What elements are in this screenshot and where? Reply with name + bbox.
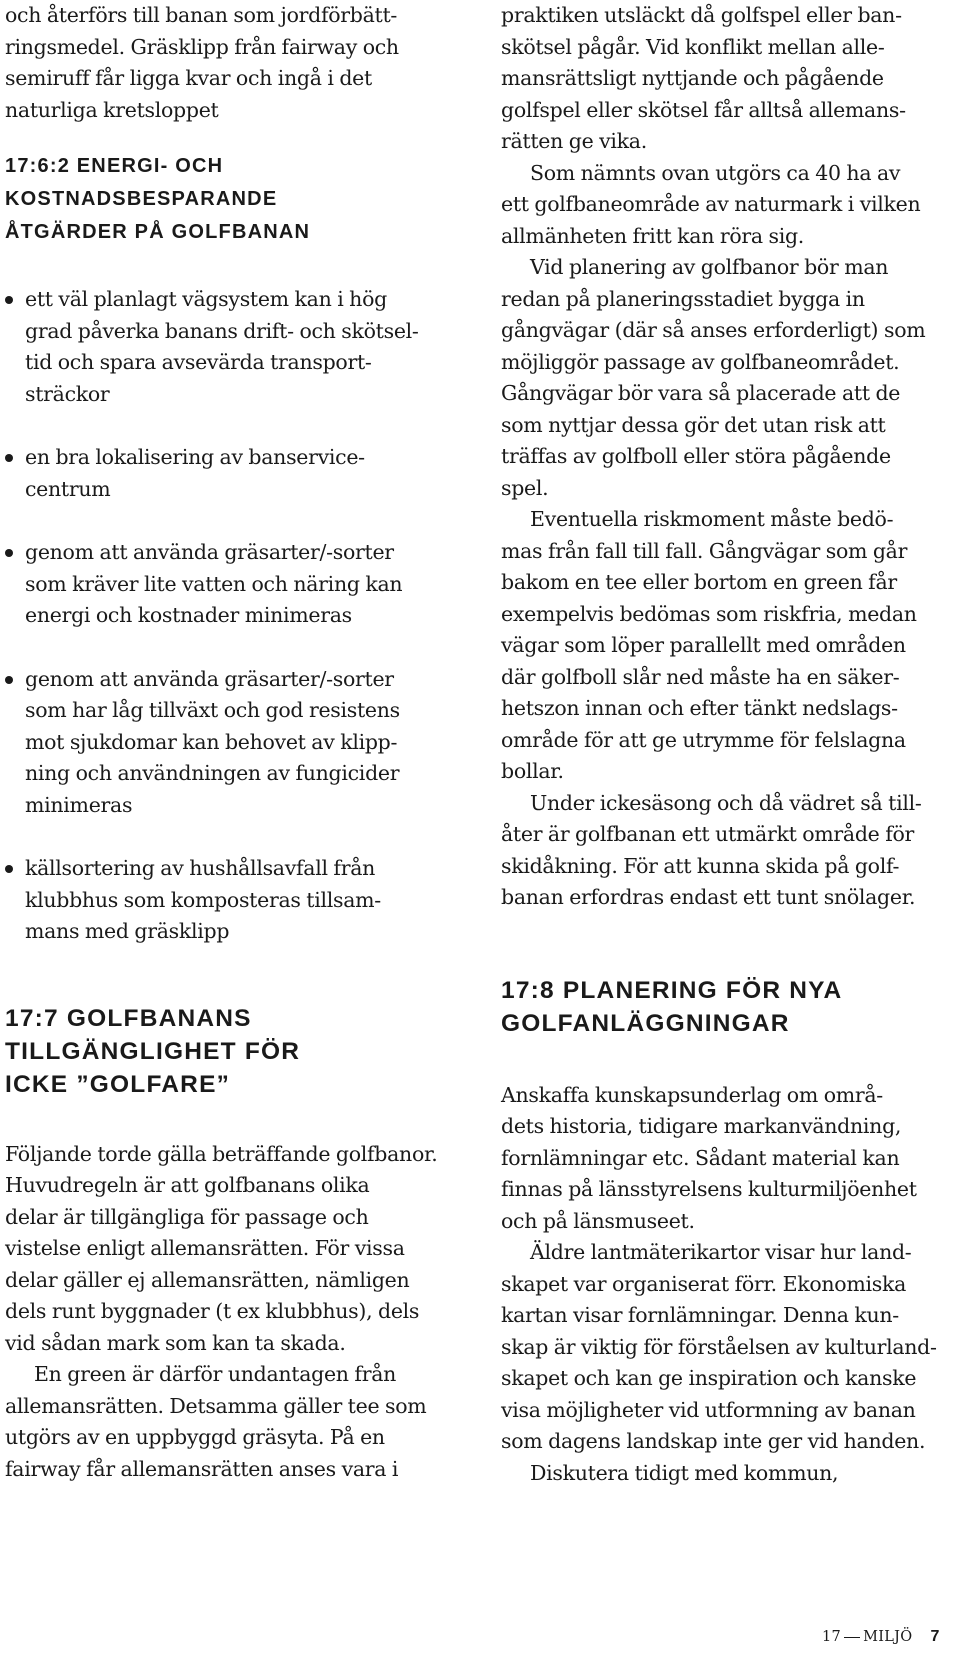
bullet-item — [5, 442, 443, 505]
text-line: dels runt byggnader (t ex klubbhus), dels — [5, 1299, 420, 1323]
text-line: grad påverka banans drift- och skötsel- — [25, 318, 419, 343]
text-line: område för att ge utrymme för felslagna — [501, 727, 906, 752]
text-line: gångvägar (där så anses erforderligt) som — [501, 318, 926, 342]
heading-line: 17:6:2 ENERGI- OCH — [5, 155, 224, 177]
text-line: tid och spara avsevärda transport- — [25, 350, 372, 374]
text-line: där golfboll slår ned måste ha en säker- — [501, 664, 900, 689]
text-line: rätten ge vika. — [501, 129, 647, 153]
bullet-item — [5, 664, 443, 822]
text-line: semiruff får ligga kvar och ingå i det — [5, 66, 372, 90]
text-line: mansrättsligt nyttjande och pågående — [501, 66, 884, 90]
text-line: skapet var organiserat förr. Ekonomiska — [501, 1271, 907, 1296]
bullet-icon — [5, 865, 13, 873]
text-line: banan erfordras endast ett tunt snölager. — [501, 885, 916, 909]
text-line: Följande torde gälla beträffande golfbanor. — [5, 1141, 438, 1166]
footer-dash — [844, 1637, 860, 1638]
text-line: vistelse enligt allemansrätten. För vissa — [5, 1236, 405, 1260]
text-line: energi och kostnader minimeras — [25, 603, 352, 627]
paragraph — [501, 0, 943, 158]
text-line: redan på planeringsstadiet bygga in — [501, 286, 865, 311]
bullet-item — [5, 284, 443, 410]
text-line: exempelvis bedömas som riskfria, medan — [501, 601, 917, 626]
text-line: mans med gräsklipp — [25, 919, 230, 943]
text-line: spel. — [501, 475, 549, 500]
heading-line: ICKE ”GOLFARE” — [5, 1070, 231, 1098]
text-line: Gångvägar bör vara så placerade att de — [501, 381, 901, 405]
text-line: bakom en tee eller bortom en green får — [501, 570, 897, 594]
paragraph — [501, 158, 943, 253]
heading-line: KOSTNADSBESPARANDE — [5, 188, 278, 210]
left-column — [5, 0, 443, 1485]
text-line: golfspel eller skötsel får alltså allemans- — [501, 97, 906, 122]
text-line: träffas av golfboll eller störa pågående — [501, 444, 891, 468]
text-line: minimeras — [25, 792, 133, 817]
text-line: skap är viktig för förståelsen av kulturland- — [501, 1334, 937, 1359]
heading-line: 17:7 GOLFBANANS — [5, 1004, 252, 1032]
text-line: ett väl planlagt vägsystem kan i hög — [25, 287, 387, 311]
text-line: Diskutera tidigt med kommun, — [530, 1460, 839, 1485]
paragraph — [501, 1237, 943, 1458]
text-line: Huvudregeln är att golfbanans olika — [5, 1173, 370, 1197]
text-line: skötsel pågår. Vid konflikt mellan alle- — [501, 34, 885, 59]
text-line: genom att använda gräsarter/-sorter — [25, 540, 394, 564]
bullet-icon — [5, 676, 13, 684]
text-line: och på länsmuseet. — [501, 1208, 695, 1233]
heading-17-6-2 — [5, 150, 443, 249]
paragraph — [501, 504, 943, 788]
text-line: och återförs till banan som jordförbätt- — [5, 3, 398, 27]
text-line: bollar. — [501, 759, 564, 783]
text-line: delar gäller ej allemansrätten, nämligen — [5, 1267, 410, 1292]
text-line: finnas på länsstyrelsens kulturmiljöenhet — [501, 1177, 917, 1201]
text-line: skidåkning. För att kunna skida på golf- — [501, 853, 900, 878]
footer-chapter: 17 — [822, 1629, 842, 1645]
text-line: åter är golfbanan ett utmärkt område för — [501, 822, 915, 846]
heading-line: 17:8 PLANERING FÖR NYA — [501, 976, 843, 1004]
text-line: centrum — [25, 476, 111, 501]
text-line: genom att använda gräsarter/-sorter — [25, 666, 394, 691]
bullet-list — [5, 284, 443, 948]
text-line: som dagens landskap inte ger vid handen. — [501, 1429, 926, 1453]
heading-17-8 — [501, 974, 943, 1040]
text-line: vid sådan mark som kan ta skada. — [5, 1330, 346, 1355]
paragraph — [501, 788, 943, 914]
bullet-icon — [5, 296, 13, 304]
text-line: dets historia, tidigare markanvändning, — [501, 1114, 902, 1138]
text-line: mot sjukdomar kan behovet av klipp- — [25, 729, 398, 754]
text-line: skapet och kan ge inspiration och kanske — [501, 1366, 917, 1390]
text-line: vägar som löper parallellt med områden — [501, 633, 906, 657]
page-footer — [822, 1626, 940, 1648]
text-line: ning och användningen av fungicider — [25, 761, 400, 785]
bullet-icon — [5, 549, 13, 557]
text-line: En green är därför undantagen från — [34, 1362, 397, 1386]
bullet-item — [5, 853, 443, 948]
text-line: naturliga kretsloppet — [5, 97, 219, 122]
paragraph — [5, 1359, 443, 1485]
text-line: delar är tillgängliga för passage och — [5, 1204, 369, 1229]
bullet-item — [5, 537, 443, 632]
paragraph — [501, 1080, 943, 1238]
heading-line: ÅTGÄRDER PÅ GOLFBANAN — [5, 221, 311, 243]
text-line: kartan visar fornlämningar. Denna kun- — [501, 1303, 899, 1327]
text-line: källsortering av hushållsavfall från — [25, 856, 376, 880]
text-line: Vid planering av golfbanor bör man — [530, 255, 889, 279]
text-line: utgörs av en uppbyggd gräsyta. På en — [5, 1425, 385, 1449]
text-line: Anskaffa kunskapsunderlag om områ- — [501, 1082, 883, 1107]
text-line: ringsmedel. Gräsklipp från fairway och — [5, 34, 399, 59]
text-line: som kräver lite vatten och näring kan — [25, 571, 403, 596]
right-column — [501, 0, 943, 1489]
heading-line: TILLGÄNGLIGHET FÖR — [5, 1037, 301, 1065]
heading-line: GOLFANLÄGGNINGAR — [501, 1009, 790, 1037]
paragraph — [501, 252, 943, 504]
text-line: praktiken utsläckt då golfspel eller ban- — [501, 3, 902, 27]
text-line: Under ickesäsong och då vädret så till- — [530, 790, 922, 815]
text-line: fornlämningar etc. Sådant material kan — [501, 1145, 900, 1170]
text-line: som nyttjar dessa gör det utan risk att — [501, 412, 886, 437]
text-line: som har låg tillväxt och god resistens — [25, 698, 400, 722]
text-line: sträckor — [25, 381, 110, 406]
footer-section: MILJÖ — [863, 1629, 913, 1645]
text-line: allemansrätten. Detsamma gäller tee som — [5, 1393, 427, 1418]
heading-17-7 — [5, 1002, 443, 1101]
text-line: ett golfbaneområde av naturmark i vilken — [501, 192, 921, 216]
text-line: allmänheten fritt kan röra sig. — [501, 223, 805, 248]
text-line: hetszon innan och efter tänkt nedslags- — [501, 696, 898, 720]
intro-paragraph — [5, 0, 443, 126]
text-line: en bra lokalisering av banservice- — [25, 445, 365, 469]
text-line: klubbhus som komposteras tillsam- — [25, 887, 381, 912]
paragraph — [501, 1458, 943, 1490]
text-line: visa möjligheter vid utformning av banan — [501, 1397, 916, 1422]
page-number: 7 — [930, 1628, 940, 1645]
bullet-icon — [5, 454, 13, 462]
text-line: mas från fall till fall. Gångvägar som går — [501, 538, 908, 563]
text-line: Eventuella riskmoment måste bedö- — [530, 507, 894, 531]
paragraph — [5, 1139, 443, 1360]
text-line: Som nämnts ovan utgörs ca 40 ha av — [530, 160, 901, 185]
text-line: Äldre lantmäterikartor visar hur land- — [530, 1240, 912, 1264]
text-line: möjliggör passage av golfbaneområdet. — [501, 349, 900, 374]
text-line: fairway får allemansrätten anses vara i — [5, 1456, 399, 1481]
